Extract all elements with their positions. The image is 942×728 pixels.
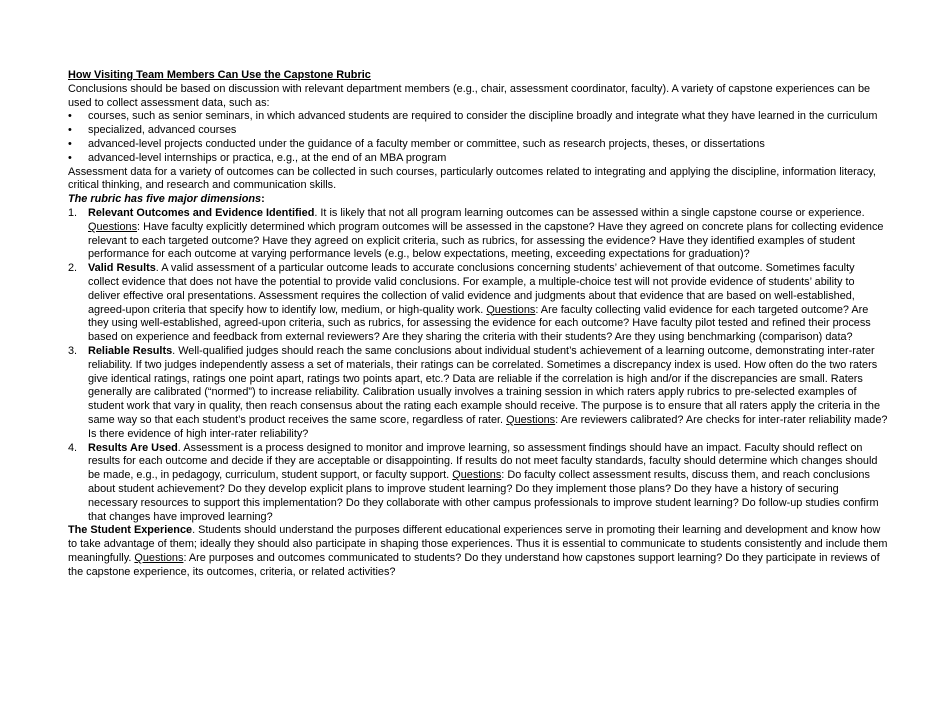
list-item-text: specialized, advanced courses: [88, 124, 237, 137]
dimension-text: . Well-qualified judges should reach the same conclusions about individual student’s achievement of a learning outcome, demonstrating inter-rater reliability. If two judges independently assess a set of materials, their ratings can be correlated. Sometimes a discrepancy index is used. How often do the two raters give identical ratings, ratings one point apart, ratings two points apart, etc.? Data are reliable if the correlation is high and/or if the discrepancies are small. Raters generally are calibrated (“normed”) to increase reliability. Calibration usually involves a training session in which raters apply rubrics to pre-selected examples of student work that vary in quality, then reach consensus about the rating each example should receive. The purpose is to ensure that all raters apply the criteria in the same way so that each student’s product receives the same score, regardless of rater.: [88, 344, 881, 426]
list-item: [68, 110, 888, 124]
dimension-item: [68, 345, 888, 442]
dimension-number: 4.: [68, 441, 78, 454]
dimension-questions: : Have faculty explicitly determined which program outcomes will be assessed in the capstone? Have they agreed on concrete plans for collecting evidence relevant to each targeted outcome? Have they agreed on explicit criteria, such as rubrics, for assessing the evidence? Have they identified examples of student performance for each outcome at varying performance levels (e.g., below expectations, meeting, exceeding expectations for graduation)?: [88, 220, 884, 261]
list-item-text: courses, such as senior seminars, in which advanced students are required to consider the discipline broadly and integrate what they have learned in the curriculum: [88, 110, 878, 123]
questions-label: Questions: [506, 413, 556, 426]
student-experience-name: The Student Experience: [68, 524, 193, 537]
dimension-text: . A valid assessment of a particular outcome leads to accurate conclusions concerning students’ achievement of that outcome. Sometimes faculty collect evidence that does not have the potential to provide valid conclusions. For example, a multiple-choice test will not provide evidence of students’ ability to deliver effective oral presentations. Assessment requires the collection of valid evidence and judgments about that evidence that are based on well-established, agreed-upon criteria that specify how to identify low, medium, or high-quality work.: [88, 262, 855, 316]
dimension-text: . Assessment is a process designed to monitor and improve learning, so assessment findings should have an impact. Faculty should reflect on results for each outcome and decide if they are acceptable or disappointing. If results do not meet faculty standards, faculty should determine which changes should be made, e.g., in pedagogy, curriculum, student support, or faculty support.: [88, 441, 878, 482]
bullet-icon: •: [68, 151, 72, 164]
dimension-name: Reliable Results: [88, 344, 173, 357]
dimensions-heading-text: The rubric has five major dimensions: [68, 193, 262, 206]
page-title: How Visiting Team Members Can Use the Capstone Rubric: [68, 69, 371, 81]
dimension-questions: : Do faculty collect assessment results, discuss them, and reach conclusions about student achievement? Do they develop explicit plans to improve student learning? Do they implement those plans? Do they have a history of securing necessary resources to support this implementation? Do they collaborate with other campus professionals to improve student learning? Do follow-up studies confirm that changes have improved learning?: [88, 469, 879, 523]
capstone-experience-list: [68, 110, 888, 165]
questions-label: Questions: [452, 469, 502, 482]
student-experience-text: . Students should understand the purposes different educational experiences serve in promoting their learning and development and know how to take advantage of them; ideally they should also participate in shaping those experiences. Thus it is essential to communicate to students consistently and include them meaningfully.: [68, 524, 888, 564]
bullet-icon: •: [68, 110, 72, 123]
dimension-item: [68, 207, 888, 262]
questions-label: Questions: [486, 303, 536, 316]
dimension-questions: : Are faculty collecting valid evidence for each targeted outcome? Are they using well-established, agreed-upon criteria, such as rubrics, for assessing the evidence for each outcome? Have faculty pilot tested and refined their process based on experience and feedback from external reviewers? Are they sharing the criteria with their students? Are they using benchmarking (comparison) data?: [88, 303, 871, 344]
dimension-item: [68, 442, 888, 525]
questions-label: Questions: [88, 220, 138, 233]
bullet-icon: •: [68, 137, 72, 150]
dimension-number: 1.: [68, 206, 78, 219]
dimensions-heading-colon: :: [261, 193, 265, 206]
list-item: [68, 124, 888, 138]
document-body: [68, 69, 888, 579]
dimension-number: 3.: [68, 344, 78, 357]
student-experience-questions: : Are purposes and outcomes communicated to students? Do they understand how capstones support learning? Do they participate in reviews of the capstone experience, its outcomes, criteria, or related activities?: [68, 551, 880, 578]
list-item: [68, 152, 888, 166]
dimension-number: 2.: [68, 262, 78, 275]
dimensions-list: [68, 207, 888, 524]
list-item: [68, 138, 888, 152]
questions-label: Questions: [134, 551, 184, 564]
student-experience-paragraph: [68, 524, 888, 579]
dimension-name: Relevant Outcomes and Evidence Identified: [88, 206, 315, 219]
assessment-paragraph: Assessment data for a variety of outcomes can be collected in such courses, particularly outcomes related to integrating and applying the discipline, information literacy, critical thinking, and research and communication skills.: [68, 165, 876, 192]
dimension-questions: : Are reviewers calibrated? Are checks for inter-rater reliability made? Is there evidence of high inter-rater reliability?: [88, 413, 888, 440]
list-item-text: advanced-level projects conducted under the guidance of a faculty member or committee, such as research projects, theses, or dissertations: [88, 137, 765, 150]
intro-paragraph: Conclusions should be based on discussion with relevant department members (e.g., chair, assessment coordinator, faculty). A variety of capstone experiences can be used to collect assessment data, such as:: [68, 82, 871, 109]
list-item-text: advanced-level internships or practica, e.g., at the end of an MBA program: [88, 151, 447, 164]
dimension-name: Valid Results: [88, 262, 156, 275]
dimensions-heading: [68, 193, 888, 207]
bullet-icon: •: [68, 124, 72, 137]
dimension-item: [68, 262, 888, 345]
dimension-text: . It is likely that not all program learning outcomes can be assessed within a single capstone course or experience.: [314, 206, 865, 219]
dimension-name: Results Are Used: [88, 441, 178, 454]
